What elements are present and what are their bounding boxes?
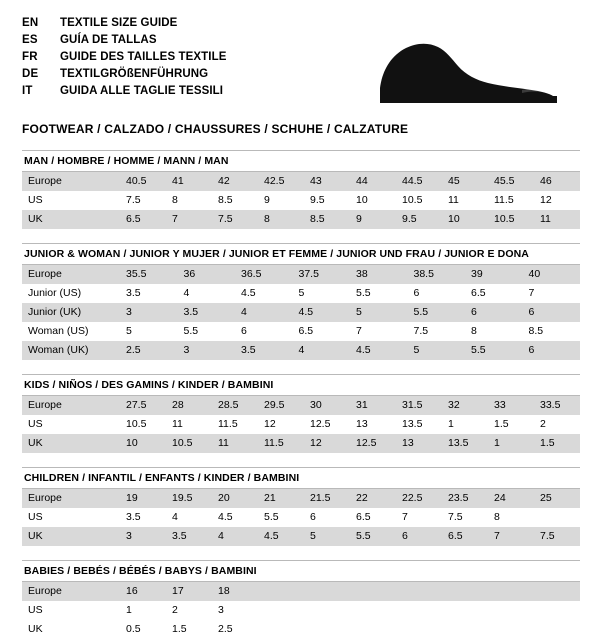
cell: 4.5 <box>212 508 258 527</box>
cell <box>534 620 580 639</box>
cell <box>350 582 396 601</box>
cell: 37.5 <box>293 265 351 284</box>
cell: 44 <box>350 172 396 191</box>
cell: 13.5 <box>442 434 488 453</box>
cell: 32 <box>442 396 488 415</box>
cell: 6 <box>304 508 350 527</box>
cell: 2 <box>166 601 212 620</box>
language-row <box>22 84 227 101</box>
cell: 4 <box>293 341 351 360</box>
cell <box>488 620 534 639</box>
cell: 17 <box>166 582 212 601</box>
language-title: GUIDA ALLE TAGLIE TESSILI <box>60 85 224 97</box>
cell: 45.5 <box>488 172 534 191</box>
group-title: MAN / HOMBRE / HOMME / MANN / MAN <box>22 150 580 172</box>
cell: 5 <box>350 303 408 322</box>
cell: 35.5 <box>120 265 178 284</box>
cell: 5 <box>304 527 350 546</box>
cell: 36.5 <box>235 265 293 284</box>
cell: 38.5 <box>408 265 466 284</box>
cell: 3.5 <box>120 284 178 303</box>
cell: 46 <box>534 172 580 191</box>
table-row <box>22 284 580 303</box>
cell: 36 <box>178 265 236 284</box>
language-list-body <box>22 16 227 101</box>
cell: 6.5 <box>465 284 523 303</box>
cell: 23.5 <box>442 489 488 508</box>
cell: 1.5 <box>166 620 212 639</box>
cell: 6 <box>523 341 581 360</box>
cell: 12 <box>258 415 304 434</box>
cell <box>534 582 580 601</box>
cell: 11 <box>534 210 580 229</box>
cell: 8 <box>166 191 212 210</box>
group-title: CHILDREN / INFANTIL / ENFANTS / KINDER / BAMBINI <box>22 467 580 489</box>
cell: 24 <box>488 489 534 508</box>
group-title: BABIES / BEBÉS / BÉBÉS / BABYS / BAMBINI <box>22 560 580 582</box>
cell: 6.5 <box>442 527 488 546</box>
table-row <box>22 601 580 620</box>
cell: 41 <box>166 172 212 191</box>
cell: 21 <box>258 489 304 508</box>
cell: 13.5 <box>396 415 442 434</box>
cell: 3.5 <box>120 508 166 527</box>
cell: 30 <box>304 396 350 415</box>
cell <box>396 620 442 639</box>
cell: 7.5 <box>442 508 488 527</box>
cell: 45 <box>442 172 488 191</box>
cell: 11.5 <box>212 415 258 434</box>
cell: 10 <box>442 210 488 229</box>
cell: 1.5 <box>488 415 534 434</box>
cell: 3 <box>212 601 258 620</box>
cell: 5.5 <box>178 322 236 341</box>
row-label: US <box>22 601 120 620</box>
header <box>22 16 580 108</box>
row-label: Junior (US) <box>22 284 120 303</box>
row-label: UK <box>22 620 120 639</box>
table-row <box>22 172 580 191</box>
cell: 10 <box>120 434 166 453</box>
table-row <box>22 265 580 284</box>
row-label: Europe <box>22 172 120 191</box>
cell: 5 <box>293 284 351 303</box>
size-table <box>22 265 580 360</box>
row-label: US <box>22 415 120 434</box>
cell: 11 <box>166 415 212 434</box>
cell: 25 <box>534 489 580 508</box>
cell <box>488 601 534 620</box>
cell: 8.5 <box>304 210 350 229</box>
size-group-children <box>22 467 580 546</box>
cell: 4 <box>178 284 236 303</box>
cell <box>442 620 488 639</box>
size-table <box>22 396 580 453</box>
row-label: Woman (UK) <box>22 341 120 360</box>
cell: 6.5 <box>293 322 351 341</box>
cell: 3 <box>120 303 178 322</box>
language-row <box>22 16 227 33</box>
dress-shoe-icon <box>372 38 562 108</box>
table-row <box>22 415 580 434</box>
table-row <box>22 527 580 546</box>
cell <box>258 620 304 639</box>
language-code: IT <box>22 85 33 97</box>
group-title: JUNIOR & WOMAN / JUNIOR Y MUJER / JUNIOR ET FEMME / JUNIOR UND FRAU / JUNIOR E DONA <box>22 243 580 265</box>
cell: 31.5 <box>396 396 442 415</box>
cell: 4 <box>212 527 258 546</box>
cell: 10.5 <box>120 415 166 434</box>
cell: 44.5 <box>396 172 442 191</box>
cell: 3.5 <box>178 303 236 322</box>
row-label: Europe <box>22 265 120 284</box>
size-table <box>22 172 580 229</box>
cell: 5.5 <box>258 508 304 527</box>
cell <box>488 582 534 601</box>
cell: 1 <box>120 601 166 620</box>
cell: 11 <box>442 191 488 210</box>
language-row <box>22 67 227 84</box>
table-row <box>22 210 580 229</box>
row-label: Europe <box>22 396 120 415</box>
cell: 31 <box>350 396 396 415</box>
cell: 12.5 <box>304 415 350 434</box>
cell: 7 <box>488 527 534 546</box>
cell: 6 <box>396 527 442 546</box>
language-row <box>22 50 227 67</box>
cell: 7.5 <box>534 527 580 546</box>
cell: 4 <box>235 303 293 322</box>
cell: 2.5 <box>120 341 178 360</box>
cell <box>442 582 488 601</box>
cell: 1 <box>488 434 534 453</box>
cell: 5 <box>120 322 178 341</box>
cell: 4.5 <box>293 303 351 322</box>
row-label: UK <box>22 527 120 546</box>
cell: 8.5 <box>523 322 581 341</box>
cell: 5.5 <box>465 341 523 360</box>
cell: 5 <box>408 341 466 360</box>
cell: 1.5 <box>534 434 580 453</box>
cell <box>350 620 396 639</box>
table-row <box>22 434 580 453</box>
page-title: FOOTWEAR / CALZADO / CHAUSSURES / SCHUHE / CALZATURE <box>22 122 409 136</box>
table-row <box>22 489 580 508</box>
size-group-junior-woman <box>22 243 580 360</box>
cell: 21.5 <box>304 489 350 508</box>
language-code: ES <box>22 34 38 46</box>
cell: 5.5 <box>350 284 408 303</box>
cell: 6 <box>523 303 581 322</box>
cell: 19.5 <box>166 489 212 508</box>
cell: 29.5 <box>258 396 304 415</box>
cell: 2 <box>534 415 580 434</box>
table-row <box>22 620 580 639</box>
cell: 12 <box>534 191 580 210</box>
cell: 7 <box>523 284 581 303</box>
cell <box>534 601 580 620</box>
row-label: US <box>22 508 120 527</box>
cell: 6.5 <box>350 508 396 527</box>
cell: 5.5 <box>408 303 466 322</box>
cell: 28.5 <box>212 396 258 415</box>
cell: 10.5 <box>488 210 534 229</box>
size-table <box>22 489 580 546</box>
table-row <box>22 508 580 527</box>
cell: 3 <box>120 527 166 546</box>
cell: 4.5 <box>235 284 293 303</box>
group-title: KIDS / NIÑOS / DES GAMINS / KINDER / BAMBINI <box>22 374 580 396</box>
language-title: TEXTILE SIZE GUIDE <box>60 17 178 29</box>
cell: 22.5 <box>396 489 442 508</box>
table-row <box>22 322 580 341</box>
cell <box>534 508 580 527</box>
cell: 10 <box>350 191 396 210</box>
cell: 38 <box>350 265 408 284</box>
language-title: GUIDE DES TAILLES TEXTILE <box>60 51 227 63</box>
cell: 40 <box>523 265 581 284</box>
cell: 10.5 <box>166 434 212 453</box>
row-label: Europe <box>22 582 120 601</box>
cell <box>258 601 304 620</box>
cell: 12.5 <box>350 434 396 453</box>
cell: 2.5 <box>212 620 258 639</box>
cell: 8 <box>258 210 304 229</box>
cell: 9.5 <box>304 191 350 210</box>
cell: 9.5 <box>396 210 442 229</box>
row-label: Europe <box>22 489 120 508</box>
cell <box>396 601 442 620</box>
cell <box>258 582 304 601</box>
size-table <box>22 582 580 639</box>
cell <box>350 601 396 620</box>
cell: 28 <box>166 396 212 415</box>
cell: 40.5 <box>120 172 166 191</box>
cell: 7 <box>350 322 408 341</box>
cell: 13 <box>396 434 442 453</box>
cell: 3.5 <box>235 341 293 360</box>
language-list <box>22 16 227 101</box>
row-label: UK <box>22 210 120 229</box>
table-row <box>22 582 580 601</box>
cell: 4.5 <box>350 341 408 360</box>
cell: 11.5 <box>488 191 534 210</box>
table-row <box>22 191 580 210</box>
cell <box>442 601 488 620</box>
cell: 10.5 <box>396 191 442 210</box>
cell: 33 <box>488 396 534 415</box>
language-code: FR <box>22 51 38 63</box>
cell: 7.5 <box>212 210 258 229</box>
cell: 0.5 <box>120 620 166 639</box>
cell: 20 <box>212 489 258 508</box>
cell: 8 <box>465 322 523 341</box>
cell: 22 <box>350 489 396 508</box>
cell <box>304 601 350 620</box>
cell: 7 <box>166 210 212 229</box>
cell <box>396 582 442 601</box>
cell: 3 <box>178 341 236 360</box>
cell: 13 <box>350 415 396 434</box>
cell: 1 <box>442 415 488 434</box>
table-row <box>22 303 580 322</box>
cell: 18 <box>212 582 258 601</box>
table-row <box>22 341 580 360</box>
row-label: Junior (UK) <box>22 303 120 322</box>
language-title: TEXTILGRÖßENFÜHRUNG <box>60 68 209 80</box>
row-label: UK <box>22 434 120 453</box>
cell: 6 <box>408 284 466 303</box>
cell: 8.5 <box>212 191 258 210</box>
cell: 42 <box>212 172 258 191</box>
row-label: US <box>22 191 120 210</box>
cell <box>304 582 350 601</box>
cell: 19 <box>120 489 166 508</box>
cell: 43 <box>304 172 350 191</box>
cell: 7 <box>396 508 442 527</box>
cell: 5.5 <box>350 527 396 546</box>
cell: 7.5 <box>408 322 466 341</box>
cell: 27.5 <box>120 396 166 415</box>
language-title: GUÍA DE TALLAS <box>60 34 157 46</box>
cell: 11 <box>212 434 258 453</box>
cell: 39 <box>465 265 523 284</box>
cell: 3.5 <box>166 527 212 546</box>
language-code: DE <box>22 68 39 80</box>
size-group-man <box>22 150 580 229</box>
language-row <box>22 33 227 50</box>
cell: 6.5 <box>120 210 166 229</box>
cell: 9 <box>258 191 304 210</box>
cell: 42.5 <box>258 172 304 191</box>
cell: 6 <box>465 303 523 322</box>
cell: 7.5 <box>120 191 166 210</box>
cell: 8 <box>488 508 534 527</box>
cell: 16 <box>120 582 166 601</box>
cell: 4 <box>166 508 212 527</box>
row-label: Woman (US) <box>22 322 120 341</box>
cell: 33.5 <box>534 396 580 415</box>
cell: 11.5 <box>258 434 304 453</box>
size-group-kids <box>22 374 580 453</box>
table-row <box>22 396 580 415</box>
language-code: EN <box>22 17 39 29</box>
cell: 12 <box>304 434 350 453</box>
cell: 9 <box>350 210 396 229</box>
cell: 6 <box>235 322 293 341</box>
cell: 4.5 <box>258 527 304 546</box>
cell <box>304 620 350 639</box>
